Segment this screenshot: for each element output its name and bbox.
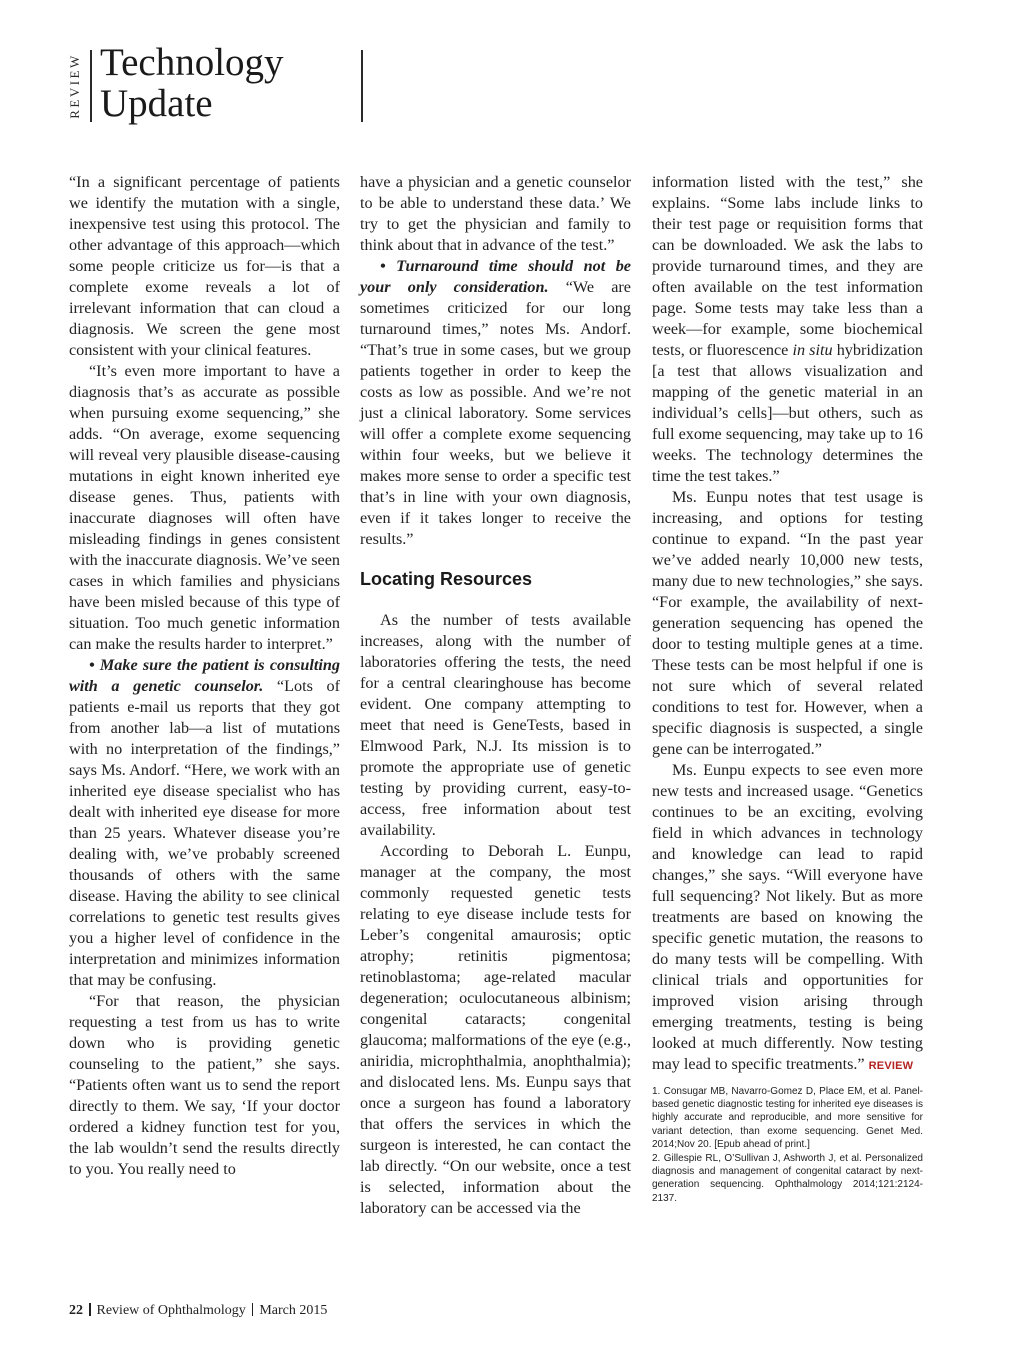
reference-item: 2. Gillespie RL, O’Sullivan J, Ashworth J, et al. Personalized diagnosis and management of congenital cataract by next-generation sequencing. Ophthalmology 2014;121:2124-2137. bbox=[652, 1153, 923, 1204]
paragraph bbox=[69, 655, 340, 991]
header-divider-left bbox=[90, 50, 92, 122]
section-title-line2: Update bbox=[100, 82, 213, 125]
paragraph: “In a significant percentage of patients we identify the mutation with a single, inexpensive test using this protocol. The other advantage of this approach—which some people criticize us for—is that a complete exome reveals a lot of irrelevant information that can cloud a diagnosis. We screen the gene most consistent with your clinical features. bbox=[69, 173, 340, 359]
references bbox=[652, 1085, 923, 1205]
paragraph-body: “Lots of patients e-mail us reports that they got from another lab—a list of mutations with no interpretation of the findings,” says Ms. Andorf. “Here, we work with an inherited eye disease specialist who has dealt with inherited eye disease for more than 25 years. Whatever disease you’re dealing with, we’ve probably screened thousands of others with the same disease. Having the ability to see clinical correlations to genetic test results gives you a higher level of confidence in the interpretation and minimizes information that may be confusing. bbox=[69, 677, 340, 989]
reference-item: 1. Consugar MB, Navarro-Gomez D, Place EM, et al. Panel-based genetic diagnostic testing for inherited eye diseases is highly accurate and reproducible, and more sensitive for variant detection, than exome sequencing. Genet Med. 2014;Nov 20. [Epub ahead of print.] bbox=[652, 1086, 923, 1150]
paragraph: have a physician and a genetic counselor to be able to understand these data.’ We try to get the physician and family to think about that in advance of the test.” bbox=[360, 173, 631, 254]
paragraph bbox=[360, 256, 631, 550]
footer-divider bbox=[89, 1303, 91, 1316]
paragraph-body: “We are sometimes criticized for our long turnaround times,” notes Ms. Andorf. “That’s true in some cases, but we group patients together in order to keep the costs as low as possible. And we’re not just a clinical laboratory. Some services will offer a complete exome sequencing within four weeks, but we believe it makes more sense to order a specific test that’s in line with your own diagnosis, even if it takes longer to receive the results.” bbox=[360, 278, 631, 548]
paragraph: As the number of tests available increases, along with the number of laboratories offering the tests, the need for a central clearinghouse has become evident. One company attempting to meet that need is GeneTests, based in Elmwood Park, N.J. Its mission is to promote the appropriate use of genetic testing by providing current, easy-to-access, free information about test availability. bbox=[360, 611, 631, 839]
paragraph: According to Deborah L. Eunpu, manager at the company, the most commonly requested genetic tests relating to eye disease include tests for Leber’s congenital amaurosis; optic atrophy; retinitis pigmentosa; retinoblastoma; age-related macular degeneration; oculocutaneous albinism; congenital cataracts; congenital glaucoma; malformations of the eye (e.g., aniridia, microphthalmia, anophthalmia); and dislocated lens. Ms. Eunpu says that once a surgeon has found a laboratory that offers the services in which the surgeon is interested, he can contact the lab directly. “On our website, once a test is selected, information about the laboratory can be accessed via the bbox=[360, 842, 631, 1217]
header-divider-right bbox=[361, 50, 363, 122]
italic-term: in situ bbox=[792, 341, 833, 359]
bullet-lead: • Make sure the patient is consulting with a genetic counselor. bbox=[69, 656, 340, 695]
section-title-line1: Technology bbox=[100, 41, 284, 84]
paragraph: “It’s even more important to have a diagnosis that’s as accurate as possible when pursuing exome sequencing,” she adds. “On average, exome sequencing will reveal very plausible disease-causing mutations in eight known inherited eye disease genes. Thus, patients with inaccurate diagnoses will often have misleading findings in genes consistent with the inaccurate diagnosis. We’ve seen cases in which families and physicians have been misled because of this type of situation. Too much genetic information can make the results harder to interpret.” bbox=[69, 362, 340, 653]
journal-name: Review of Ophthalmology bbox=[96, 1303, 246, 1318]
page-footer bbox=[69, 1303, 327, 1319]
paragraph bbox=[652, 172, 923, 487]
section-label-text: REVIEW bbox=[67, 53, 82, 119]
subheading: Locating Resources bbox=[360, 569, 533, 589]
paragraph-text: hybridization [a test that allows visualization and mapping of the genetic material in an individual’s cells]—but others, such as full exome sequencing, may take up to 16 weeks. The technology determines the time the test takes.” bbox=[652, 341, 924, 485]
article-column-2 bbox=[360, 172, 631, 1219]
footer-divider bbox=[252, 1303, 254, 1316]
paragraph: Ms. Eunpu notes that test usage is increasing, and options for testing continue to expand. “In the past year we’ve added nearly 10,000 new tests, many due to new technologies,” she says. “For example, the availability of next-generation sequencing has opened the door to testing multiple genes at a time. These tests can be most helpful if one is not sure which of several related conditions to test for. However, when a specific diagnosis is suspected, a single gene can be interrogated.” bbox=[652, 488, 923, 758]
section-title bbox=[100, 42, 284, 124]
paragraph-text: information listed with the test,” she explains. “Some labs include links to their test page or requisition forms that can be downloaded. We ask the labs to provide turnaround times, and they are often available on the test information page. Some tests may take less than a week—for example, some biochemical tests, or fluorescence bbox=[652, 173, 923, 359]
article-column-1 bbox=[69, 172, 340, 1180]
section-label bbox=[66, 50, 84, 122]
paragraph: “For that reason, the physician requesting a test from us has to write down who is providing genetic counseling to the patient,” she says. “Patients often want us to send the report directly to them. We say, ‘If your doctor ordered a kidney function test for you, the lab wouldn’t send the results directly to you. You really need to bbox=[69, 992, 340, 1178]
issue-date: March 2015 bbox=[259, 1303, 328, 1318]
article-column-3 bbox=[652, 172, 923, 1206]
paragraph-text: Ms. Eunpu expects to see even more new tests and increased usage. “Genetics continues to be an exciting, evolving field in which advances in technology and knowledge can lead to rapid changes,” she says. “Will everyone have full sequencing? Not likely. But as more treatments are based on knowing the specific genetic mutation, the reasons to do many tests will be compelling. With clinical trials and opportunities for improved vision arising through emerging treatments, testing is being looked at much differently. Now testing may lead to specific treatments.” bbox=[652, 761, 923, 1073]
page-number: 22 bbox=[69, 1303, 83, 1318]
paragraph bbox=[652, 760, 923, 1077]
end-mark: REVIEW bbox=[868, 1060, 914, 1072]
bullet-lead: • Turnaround time should not be your only consideration. bbox=[360, 257, 631, 296]
